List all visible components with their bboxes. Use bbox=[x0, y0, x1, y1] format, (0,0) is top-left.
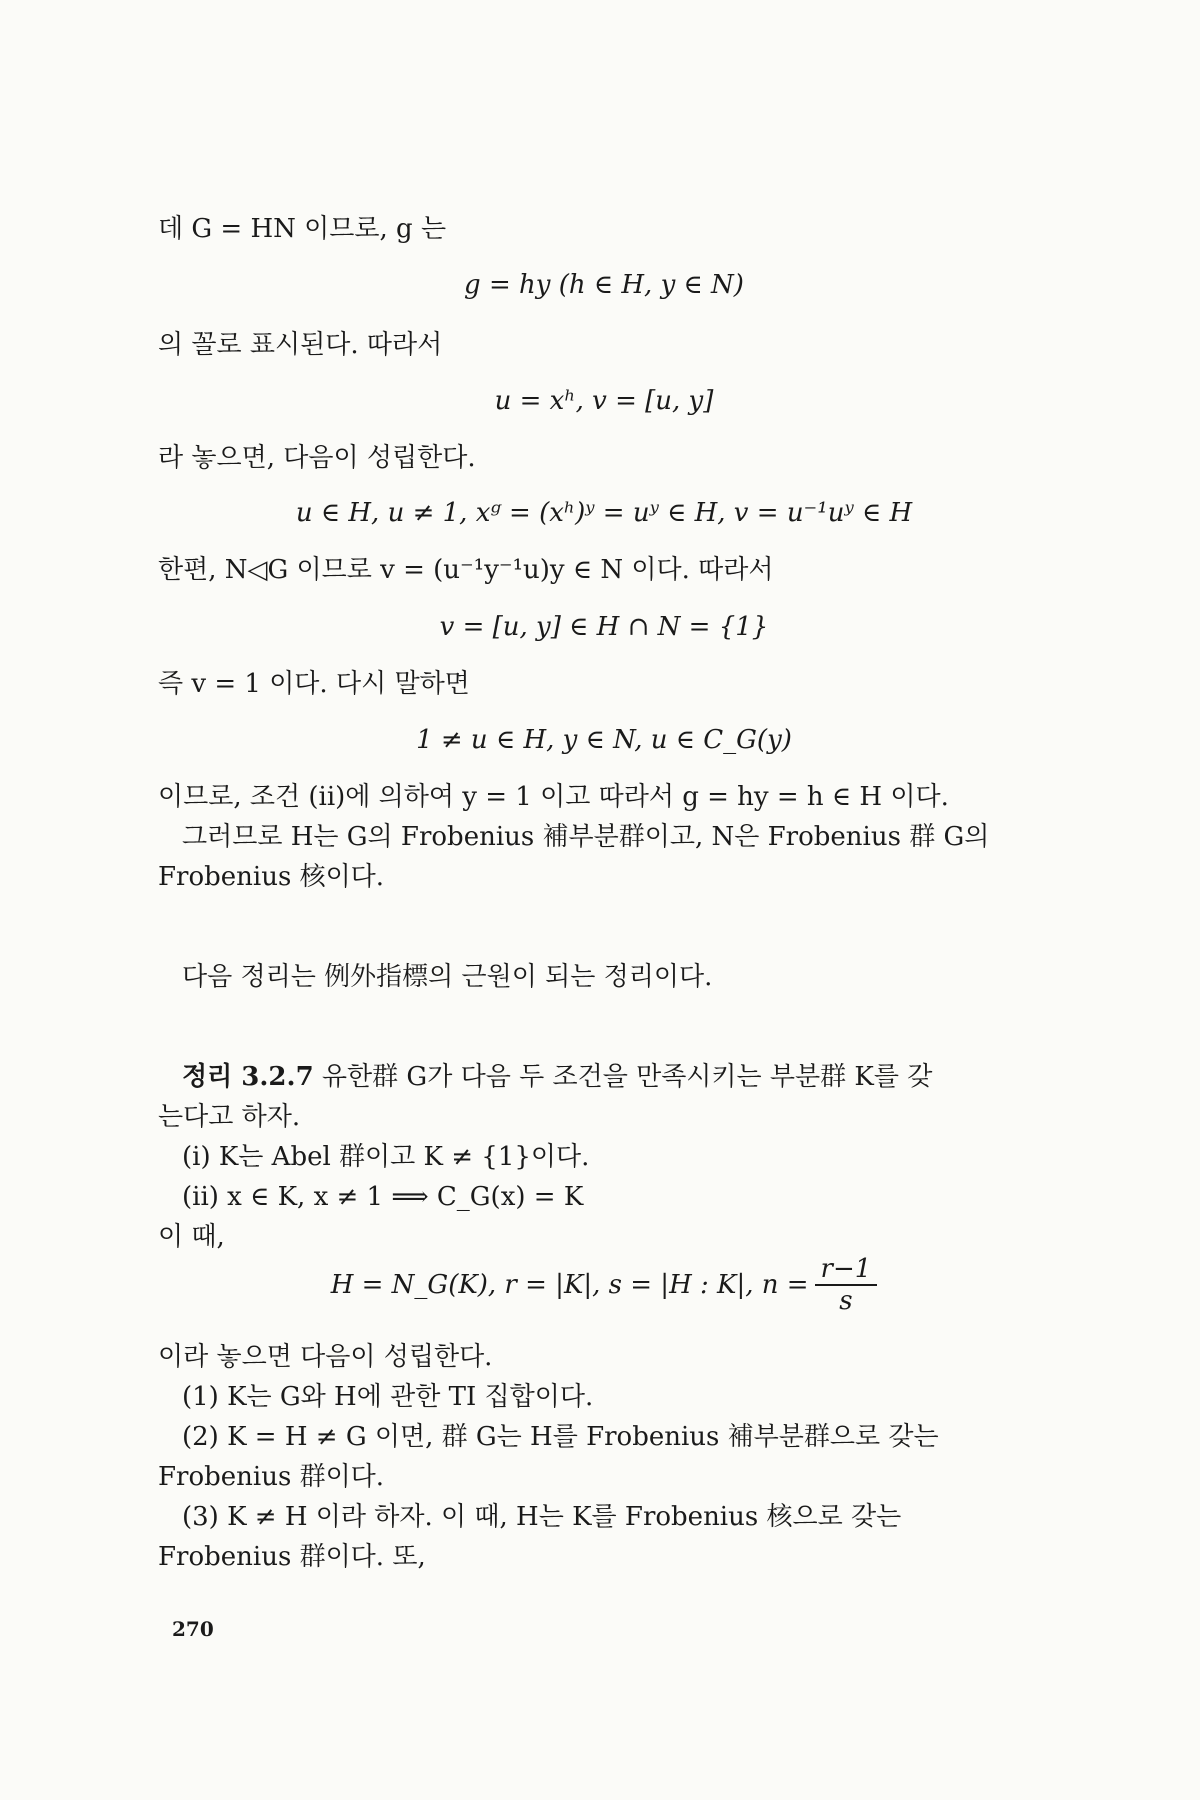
text-line: 이므로, 조건 (ii)에 의하여 y = 1 이고 따라서 g = hy = h ∈ H 이다. bbox=[158, 782, 949, 812]
display-equation: v = [u, y] ∈ H ∩ N = {1} bbox=[439, 612, 769, 642]
text-line: 한편, N◁G 이므로 v = (u⁻¹y⁻¹u)y ∈ N 이다. 따라서 bbox=[158, 555, 774, 585]
theorem-heading-line bbox=[182, 1060, 1050, 1094]
text-line: 이라 놓으면 다음이 성립한다. bbox=[158, 1342, 493, 1372]
text-line: 데 G = HN 이므로, g 는 bbox=[158, 214, 447, 244]
condition-ii: (ii) x ∈ K, x ≠ 1 ⟹ C_G(x) = K bbox=[182, 1182, 584, 1212]
display-equation: u = xʰ, v = [u, y] bbox=[494, 386, 714, 416]
text-line: Frobenius 群이다. bbox=[158, 1462, 385, 1492]
display-equation: g = hy (h ∈ H, y ∈ N) bbox=[464, 270, 744, 300]
text-line: 라 놓으면, 다음이 성립한다. bbox=[158, 443, 476, 473]
text-line: Frobenius 群이다. 또, bbox=[158, 1542, 426, 1572]
fraction-denominator: s bbox=[839, 1286, 853, 1316]
theorem-text: 유한群 G가 다음 두 조건을 만족시키는 부분群 K를 갖 bbox=[313, 1062, 933, 1092]
text-line: 다음 정리는 例外指標의 근원이 되는 정리이다. bbox=[182, 962, 713, 992]
statement-3: (3) K ≠ H 이라 하자. 이 때, H는 K를 Frobenius 核으로 갖는 bbox=[182, 1502, 902, 1532]
page-number: 270 bbox=[172, 1617, 214, 1641]
fraction bbox=[815, 1254, 878, 1316]
theorem-label: 정리 3.2.7 bbox=[182, 1062, 314, 1092]
text-line: 즉 v = 1 이다. 다시 말하면 bbox=[158, 669, 470, 699]
fraction-numerator: r−1 bbox=[815, 1254, 878, 1286]
text-line: 의 꼴로 표시된다. 따라서 bbox=[158, 330, 443, 360]
condition-i: (i) K는 Abel 群이고 K ≠ {1}이다. bbox=[182, 1142, 590, 1172]
display-equation bbox=[158, 1254, 1050, 1316]
display-equation: 1 ≠ u ∈ H, y ∈ N, u ∈ C_G(y) bbox=[416, 725, 792, 755]
equation-main: H = N_G(K), r = |K|, s = |H : K|, n = bbox=[330, 1270, 809, 1300]
display-equation: u ∈ H, u ≠ 1, xᵍ = (xʰ)ʸ = uʸ ∈ H, v = u⁻¹uʸ ∈ H bbox=[295, 498, 913, 528]
text-line: 그러므로 H는 G의 Frobenius 補부분群이고, N은 Frobenius 群 G의 bbox=[182, 822, 990, 852]
text-line: 이 때, bbox=[158, 1222, 225, 1252]
statement-1: (1) K는 G와 H에 관한 TI 집합이다. bbox=[182, 1382, 594, 1412]
text-line: 는다고 하자. bbox=[158, 1102, 301, 1132]
text-line: Frobenius 核이다. bbox=[158, 862, 385, 892]
statement-2: (2) K = H ≠ G 이면, 群 G는 H를 Frobenius 補부분群으로 갖는 bbox=[182, 1422, 939, 1452]
